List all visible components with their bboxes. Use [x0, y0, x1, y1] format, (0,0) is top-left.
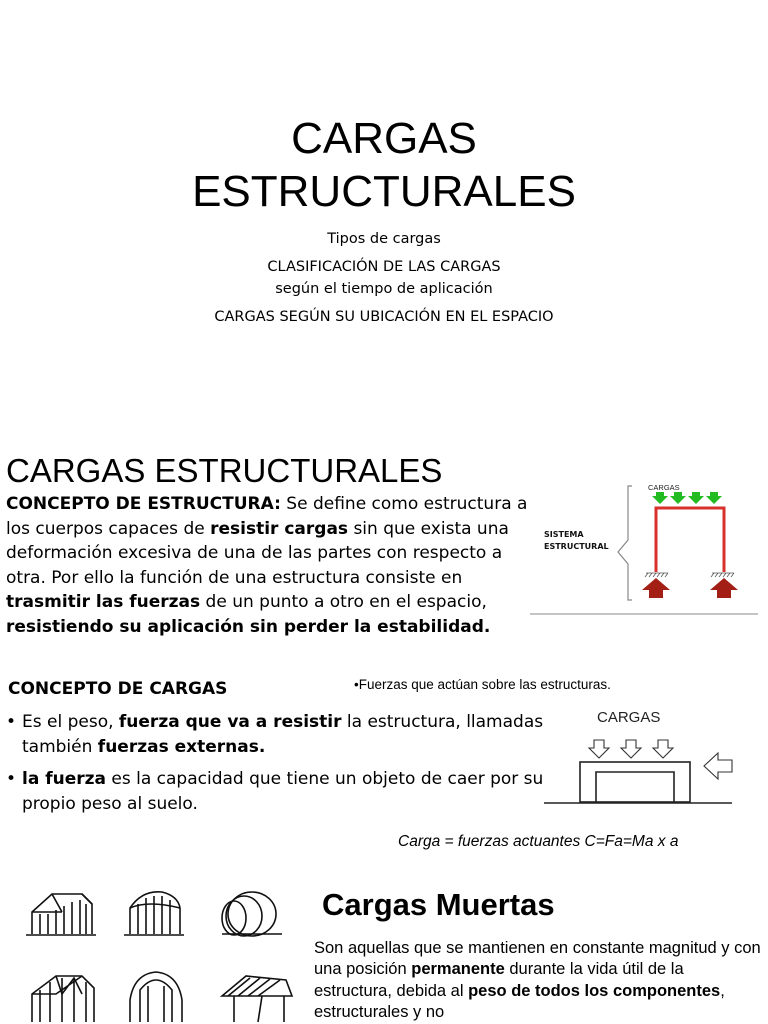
arch-frame-icon [130, 972, 182, 1022]
canopy-icon [222, 976, 292, 1022]
structural-system-diagram [528, 480, 760, 616]
support-icons [645, 573, 734, 577]
body-bold: resistiendo su aplicación sin perder la estabilidad. [6, 616, 491, 637]
system-label-line2: ESTRUCTURAL [544, 542, 609, 551]
gable-frame-icon [26, 894, 96, 935]
portal-frame [656, 508, 724, 572]
body-text: Se define como estructura a los cuerpos capaces de [6, 494, 528, 539]
slide1-title-line1: CARGAS [291, 114, 477, 163]
bullet-item-weight [6, 710, 546, 759]
structures-illustrations [22, 884, 300, 1024]
dead-loads-title: Cargas Muertas [322, 887, 555, 922]
body-bold: fuerza que va a resistir [118, 712, 342, 732]
bullet-marker: • [6, 712, 17, 732]
body-bold: la fuerza [22, 769, 106, 789]
side-arrow-icon [704, 753, 732, 779]
body-text: la estructura, llamadas también [22, 712, 544, 757]
reaction-arrow-icon [642, 578, 670, 598]
frame-outline [580, 762, 690, 802]
slide1-subtitle-3: según el tiempo de aplicación [275, 281, 493, 297]
loads-concept-heading: CONCEPTO DE CARGAS [8, 679, 228, 699]
body-text: es la capacidad que tiene un objeto de caer por su propio peso al suelo. [22, 769, 544, 814]
frame-member [656, 508, 724, 572]
body-text: de un punto a otro en el espacio, [200, 592, 487, 613]
body-bold: fuerzas externas. [97, 736, 266, 757]
loads-label: CARGAS [648, 483, 680, 492]
load-arrow-icon [652, 492, 668, 504]
slide1-title [0, 112, 768, 218]
slide1-subtitle-1: Tipos de cargas [327, 231, 441, 247]
load-arrows [652, 492, 722, 504]
slide2-body [6, 492, 536, 640]
down-arrow-icons [589, 740, 673, 758]
concept-structure-label: CONCEPTO DE ESTRUCTURA: [6, 494, 281, 514]
body-text: Es el peso, [22, 712, 119, 732]
body-bold: trasmitir las fuerzas [6, 592, 201, 613]
load-formula: Carga = fuerzas actuantes C=Fa=Ma x a [398, 833, 679, 850]
body-bold: peso de todos los componentes [468, 981, 721, 1000]
body-text: durante la vida útil de la estructura, debida al [314, 960, 684, 1000]
bracket-icon [618, 486, 632, 600]
load-arrow-icon [670, 492, 686, 504]
slide2-title: CARGAS ESTRUCTURALES [6, 452, 443, 489]
slide1-subtitle-2: CLASIFICACIÓN DE LAS CARGAS [267, 259, 501, 275]
load-arrow-icon [706, 492, 722, 504]
body-bold: permanente [411, 960, 505, 979]
system-label-line1: SISTEMA [544, 530, 584, 539]
body-bold: resistir cargas [210, 518, 349, 539]
reaction-arrows [642, 578, 738, 598]
arched-shed-icon [124, 892, 184, 935]
bullet-marker: • [6, 769, 17, 789]
reaction-arrow-icon [710, 578, 738, 598]
forces-note: •Fuerzas que actúan sobre las estructuras. [354, 677, 611, 692]
truss-frame-icon [32, 976, 94, 1022]
body-text: Son aquellas que se mantienen en constante magnitud y con una posición [314, 939, 761, 979]
bullet-item-force [6, 767, 546, 816]
dead-loads-body [314, 938, 766, 1023]
loads-diagram-label: CARGAS [597, 709, 661, 726]
body-text: sin que exista una deformación excesiva de una de las partes con respecto a otra. Por ello la función de una estructura consiste en [6, 518, 509, 588]
body-text: , estructurales y no [314, 981, 725, 1021]
slide1-title-line2: ESTRUCTURALES [192, 167, 576, 216]
loads-diagram [540, 700, 736, 810]
tunnel-icon [222, 892, 282, 936]
load-arrow-icon [688, 492, 704, 504]
slide1-subtitle-4: CARGAS SEGÚN SU UBICACIÓN EN EL ESPACIO [214, 309, 554, 325]
